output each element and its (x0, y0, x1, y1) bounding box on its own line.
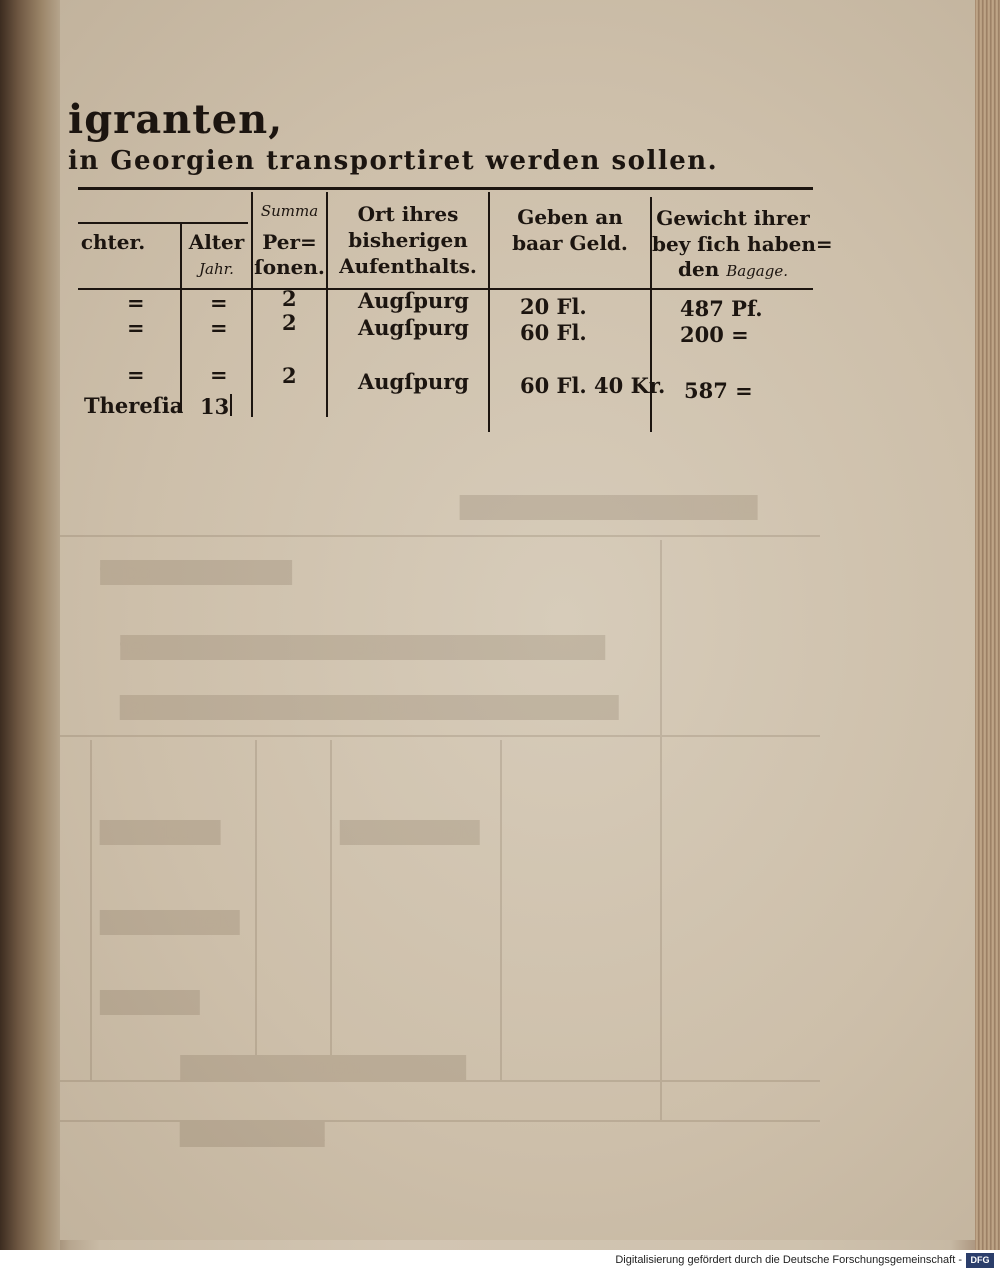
cell-toechter: = (127, 290, 145, 315)
cell-alter: = (210, 315, 228, 340)
page-subtitle: in Georgien transportiret werden sollen. (68, 146, 719, 176)
page-title: igranten, (68, 96, 284, 143)
header-geben-line1: Geben an (517, 205, 623, 229)
cell-summa: 2 (282, 310, 297, 335)
cell-ort: Augſpurg (358, 288, 469, 313)
header-summa-line1: Summa (260, 202, 319, 220)
cell-gewicht: 200 = (680, 322, 749, 347)
cell-toechter: = (127, 315, 145, 340)
header-alter-line1: Alter (188, 230, 245, 254)
cell-name-theresia: Thereſia (84, 393, 184, 418)
cell-toechter: = (127, 362, 145, 387)
header-gewicht-line2: bey ſich haben= (652, 232, 833, 256)
book-spine (0, 0, 60, 1250)
page-edge (975, 0, 1000, 1250)
cell-alter: = (210, 290, 228, 315)
cell-geld: 60 Fl. (520, 320, 587, 345)
header-toechter: chter. (80, 230, 146, 254)
header-summa-line3: ſonen. (254, 255, 325, 279)
bleed-through: Ehre Jnnamen des Ertrage ſeiner Schwinger Landwirtſchaft gehören ſie derer Schreiber Zeit, ſich bey Zalmſe fürderere Gemeinde ist Geſchlecht Memmingen Memmingen Kempten Wenn ſie kein Geld haben Alles Gepäck (60, 430, 820, 1190)
cell-gewicht: 487 Pf. (680, 296, 763, 321)
header-ort-line2: bisherigen (348, 228, 468, 252)
toechter-underline (78, 222, 248, 224)
footer-bar (0, 1250, 1000, 1273)
table-top-rule (78, 187, 813, 190)
header-ort-line1: Ort ihres (357, 202, 459, 226)
header-gewicht-line1: Gewicht ihrer (656, 206, 810, 230)
header-geben-line2: baar Geld. (512, 231, 628, 255)
cell-alter: = (210, 362, 228, 387)
cell-summa: 2 (282, 286, 297, 311)
header-summa-line2: Per= (262, 230, 317, 254)
cell-ort: Augſpurg (358, 369, 469, 394)
dfg-logo: DFG (966, 1253, 994, 1268)
cell-geld: 60 Fl. 40 Kr. (520, 373, 666, 398)
cell-geld: 20 Fl. (520, 294, 587, 319)
header-gewicht-line3 (652, 258, 814, 283)
header-alter-line2: Jahr. (199, 260, 234, 278)
cell-age-theresia: 13 (200, 394, 230, 419)
header-gewicht-den: den (678, 257, 720, 281)
cell-gewicht: 587 = (684, 378, 753, 403)
cell-ort: Augſpurg (358, 315, 469, 340)
header-ort-line3: Aufenthalts. (339, 254, 477, 278)
cell-summa: 2 (282, 363, 297, 388)
header-gewicht-bagage: Bagage. (726, 262, 788, 280)
age-bracket (230, 394, 232, 416)
footer-credit: Digitalisierung gefördert durch die Deutsche Forschungsgemeinschaft - (615, 1254, 962, 1266)
divider-summa (251, 192, 253, 417)
